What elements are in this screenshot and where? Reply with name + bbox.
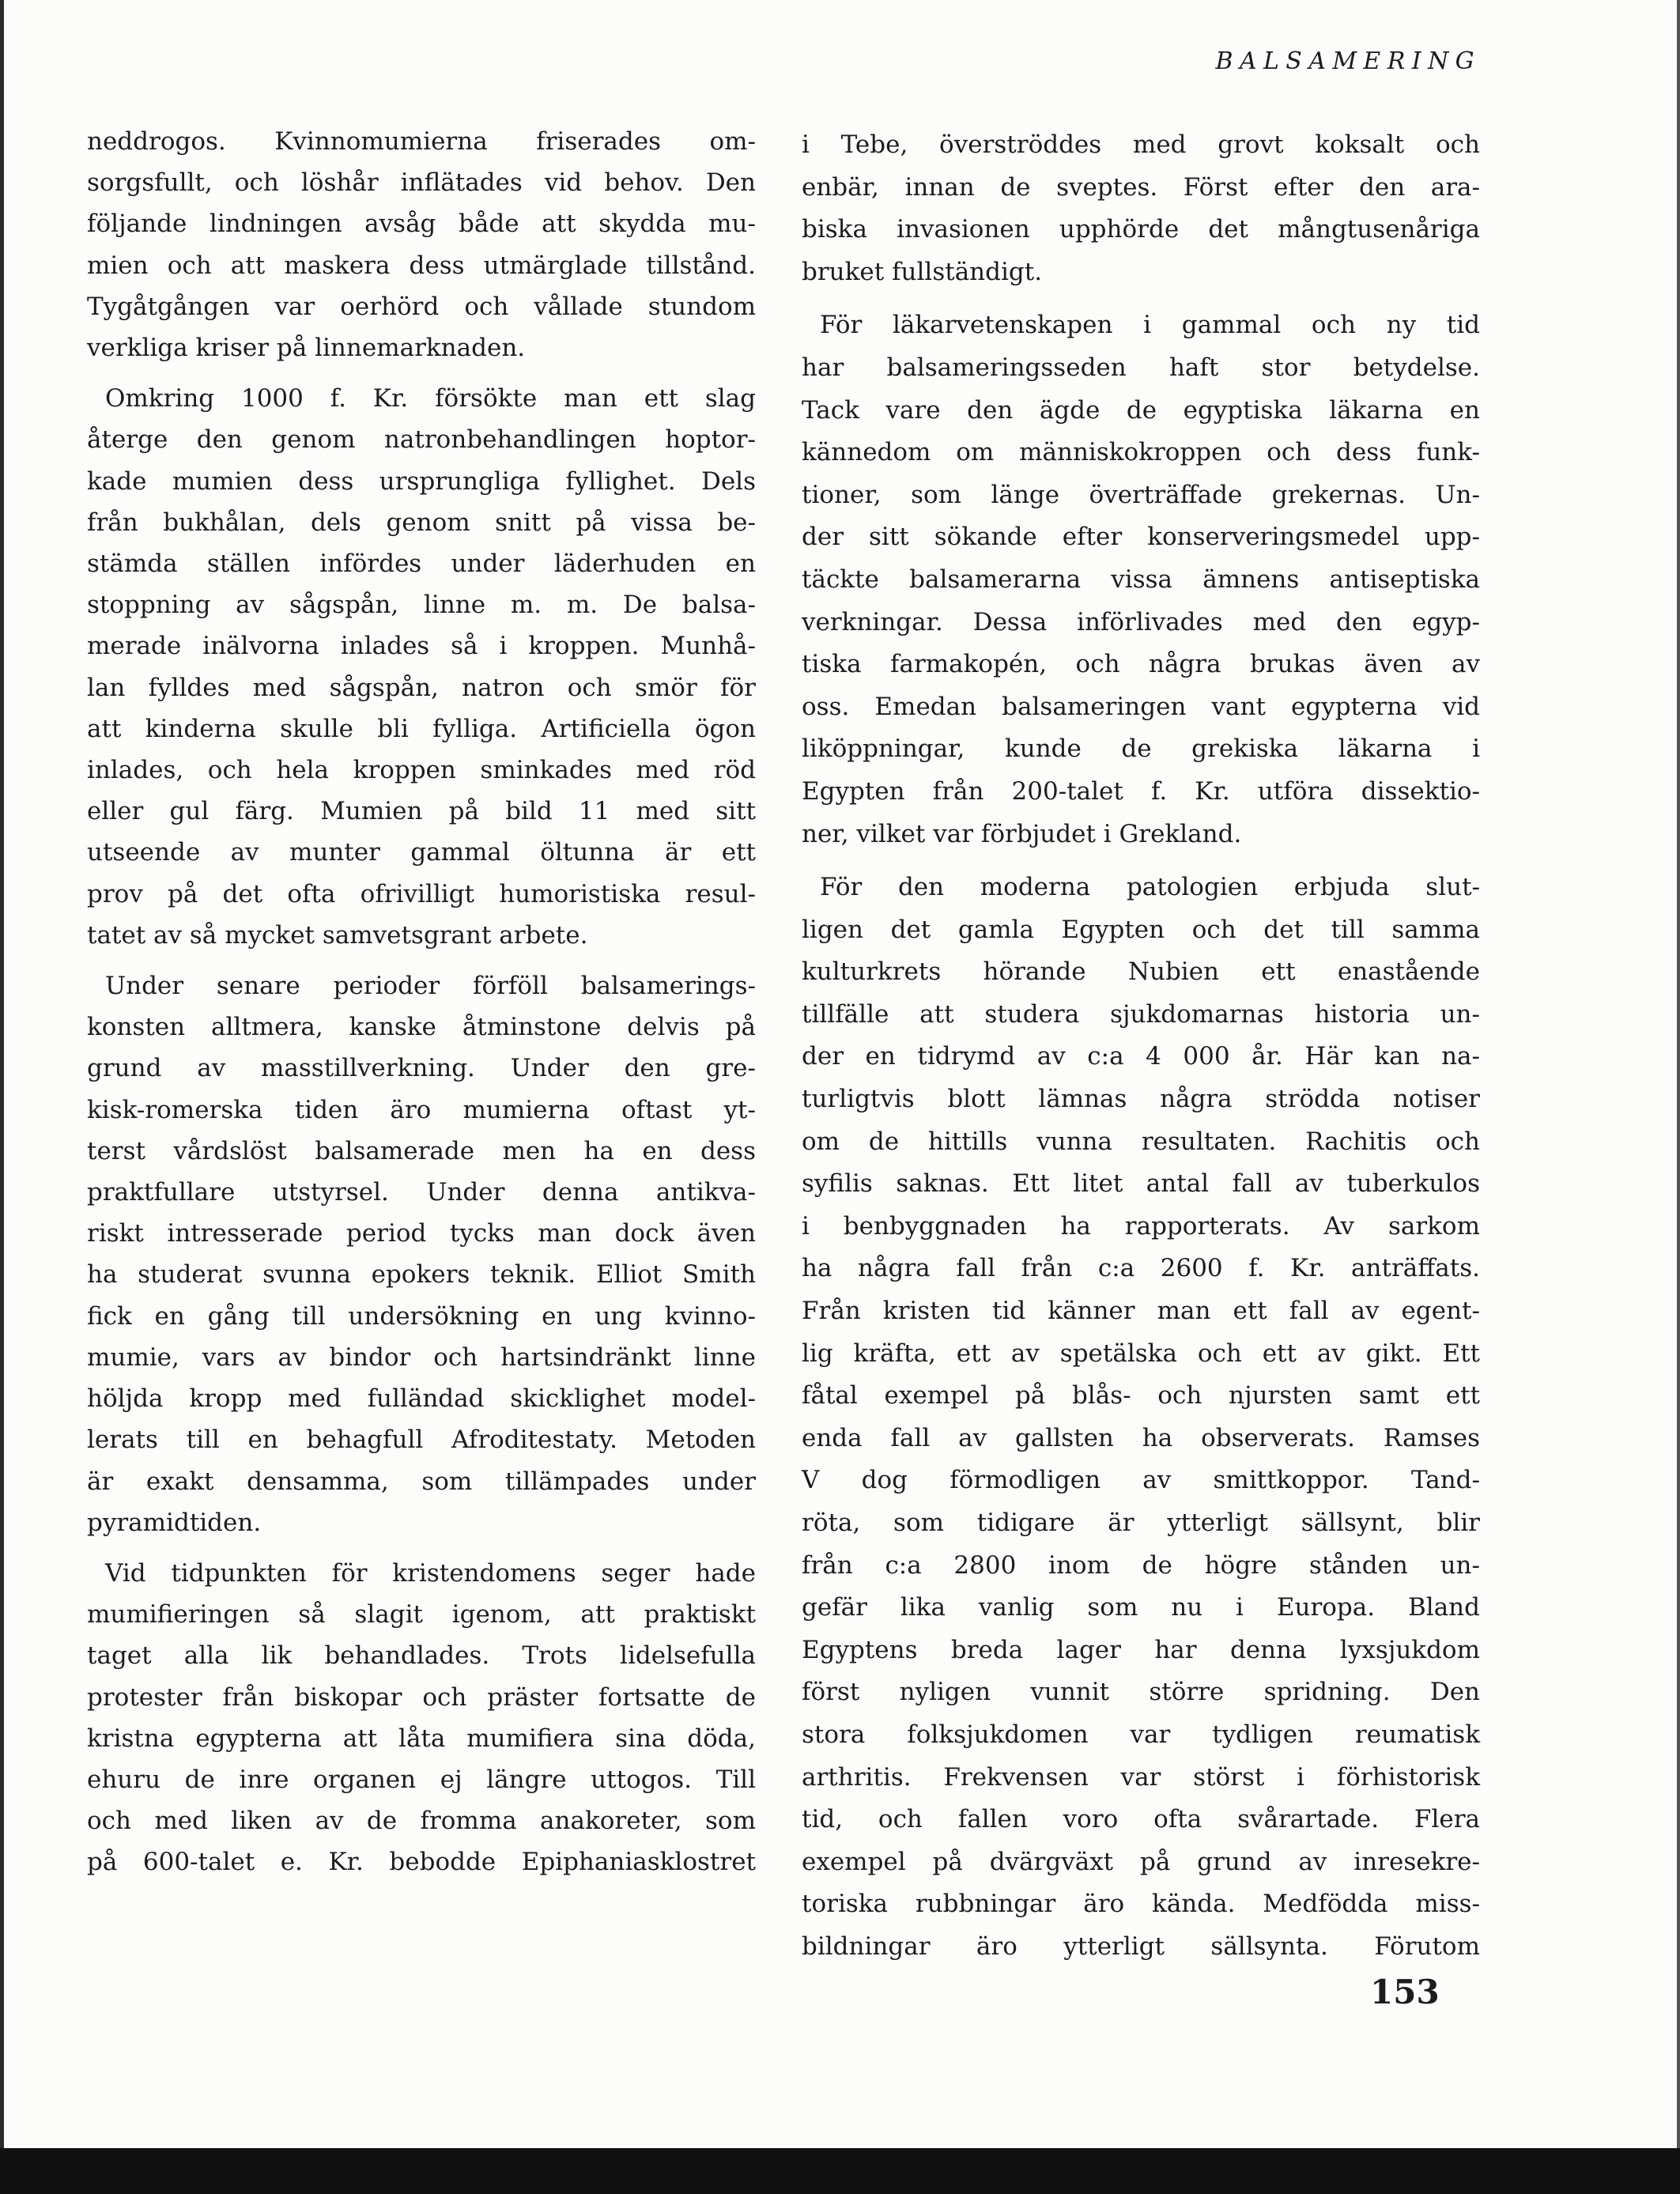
text-line: praktfullare utstyrsel. Under denna antikva-: [87, 1178, 756, 1207]
text-line: bruket fullständigt.: [802, 257, 1043, 286]
text-line: V dog förmodligen av smittkoppor. Tand-: [802, 1466, 1480, 1495]
text-line: utseende av munter gammal öltunna är ett: [87, 838, 756, 867]
paragraph: [87, 121, 756, 368]
text-line: tillfälle att studera sjukdomarnas historia un-: [802, 999, 1480, 1029]
text-line: taget alla lik behandlades. Trots lidelsefulla: [87, 1641, 756, 1671]
paragraph: [802, 124, 1480, 293]
text-line: eller gul färg. Mumien på bild 11 med sitt: [87, 797, 756, 826]
text-line: fick en gång till undersökning en ung kvinno-: [87, 1301, 756, 1331]
text-line: ha några fall från c:a 2600 f. Kr. anträffats.: [802, 1254, 1480, 1283]
text-line: mien och att maskera dess utmärglade tillstånd.: [87, 251, 756, 280]
text-line: från c:a 2800 inom de högre stånden un-: [802, 1550, 1480, 1580]
text-line: tioner, som länge överträffade grekernas. Un-: [802, 480, 1480, 509]
text-line: kulturkrets hörande Nubien ett enastående: [802, 957, 1480, 987]
text-line: kristna egypterna att låta mumifiera sina döda,: [87, 1724, 756, 1753]
text-line: lan fylldes med sågspån, natron och smör för: [87, 673, 756, 702]
text-line: Från kristen tid känner man ett fall av egent-: [802, 1297, 1480, 1326]
text-line: tiska farmakopén, och några brukas även av: [802, 650, 1480, 679]
text-line: fåtal exempel på blås- och njursten samt ett: [802, 1381, 1480, 1410]
text-line: Tygåtgången var oerhörd och vållade stundom: [87, 292, 756, 321]
text-line: verkliga kriser på linnemarknaden.: [87, 334, 526, 363]
text-line: der en tidrymd av c:a 4 000 år. Här kan na-: [802, 1042, 1480, 1071]
text-line: biska invasionen upphörde det mångtusenåriga: [802, 215, 1480, 244]
text-line: der sitt sökande efter konserveringsmedel upp-: [802, 523, 1480, 552]
text-line: har balsameringsseden haft stor betydelse.: [802, 353, 1480, 382]
text-line: ligen det gamla Egypten och det till samma: [802, 915, 1480, 944]
text-line: Tack vare den ägde de egyptiska läkarna en: [802, 395, 1480, 425]
paragraph: [87, 378, 756, 956]
text-line: röta, som tidigare är ytterligt sällsynt, blir: [802, 1509, 1480, 1537]
text-line: återge den genom natronbehandlingen hoptor-: [87, 425, 756, 455]
scan-edge-left: [0, 0, 4, 2151]
text-line: gefär lika vanlig som nu i Europa. Bland: [802, 1593, 1480, 1622]
text-line: Vid tidpunkten för kristendomens seger hade: [105, 1558, 756, 1588]
text-line: För läkarvetenskapen i gammal och ny tid: [820, 311, 1480, 340]
text-line: Under senare perioder förföll balsamerings-: [105, 972, 756, 1001]
text-line: lerats till en behagfull Afroditestaty. Metoden: [87, 1426, 756, 1455]
text-line: bildningar äro ytterligt sällsynta. Förutom: [802, 1932, 1480, 1961]
text-line: i Tebe, överströddes med grovt koksalt och: [802, 130, 1480, 159]
text-line: kännedom om människokroppen och dess funk-: [802, 438, 1480, 467]
text-line: följande lindningen avsåg både att skydda mu-: [87, 210, 756, 239]
text-line: oss. Emedan balsameringen vant egypterna vid: [802, 692, 1480, 721]
text-line: lig kräfta, ett av spetälska och ett av gikt. Ett: [802, 1339, 1480, 1368]
paragraph: [87, 965, 756, 1543]
text-line: Egypten från 200-talet f. Kr. utföra dissektio-: [802, 776, 1480, 806]
text-line: riskt intresserade period tycks man dock även: [87, 1219, 756, 1248]
text-line: om de hittills vunna resultaten. Rachitis och: [802, 1127, 1480, 1156]
text-line: enda fall av gallsten ha observerats. Ramses: [802, 1423, 1480, 1452]
text-line: att kinderna skulle bli fylliga. Artificiella ögon: [87, 714, 756, 743]
text-line: ha studerat svunna epokers teknik. Elliot Smith: [87, 1260, 756, 1290]
text-line: merade inälvorna inlades så i kroppen. Munhå-: [87, 632, 756, 661]
text-line: syfilis saknas. Ett litet antal fall av tuberkulos: [802, 1169, 1480, 1199]
text-line: ner, vilket var förbjudet i Grekland.: [802, 819, 1242, 848]
text-line: höljda kropp med fulländad skicklighet model-: [87, 1384, 756, 1414]
text-line: konsten alltmera, kanske åtminstone delvis på: [87, 1013, 756, 1042]
paragraph: [802, 304, 1480, 855]
text-line: från bukhålan, dels genom snitt på vissa be-: [87, 508, 756, 537]
text-line: grund av masstillverkning. Under den gre-: [87, 1054, 756, 1083]
text-line: först nyligen vunnit större spridning. Den: [802, 1678, 1480, 1707]
text-line: turligtvis blott lämnas några strödda notiser: [802, 1085, 1480, 1114]
text-line: verkningar. Dessa införlivades med den egyp-: [802, 607, 1480, 636]
text-line: prov på det ofta ofrivilligt humoristiska resul-: [87, 879, 756, 908]
text-line: terst vårdslöst balsamerade men ha en dess: [87, 1136, 756, 1165]
text-line: ehuru de inre organen ej längre uttogos. Till: [87, 1765, 756, 1794]
running-head: BALSAMERING: [1215, 47, 1481, 75]
text-line: exempel på dvärgväxt på grund av inresekre-: [802, 1847, 1480, 1876]
text-line: tatet av så mycket samvetsgrant arbete.: [87, 920, 588, 950]
text-line: Omkring 1000 f. Kr. försökte man ett slag: [105, 384, 756, 413]
text-line: enbär, innan de sveptes. Först efter den ara-: [802, 172, 1480, 202]
scan-edge-right: [1677, 0, 1680, 2151]
text-line: För den moderna patologien erbjuda slut-: [820, 873, 1480, 902]
text-line: på 600-talet e. Kr. bebodde Epiphaniasklostret: [87, 1848, 756, 1877]
page-number: 153: [1370, 1973, 1440, 2011]
text-line: neddrogos. Kvinnomumierna friserades om-: [87, 127, 756, 156]
paragraph: [802, 867, 1480, 1968]
text-line: liköppningar, kunde de grekiska läkarna i: [802, 734, 1480, 764]
text-line: arthritis. Frekvensen var störst i förhistorisk: [802, 1762, 1480, 1792]
text-line: stoppning av sågspån, linne m. m. De balsa-: [87, 591, 756, 620]
text-line: protester från biskopar och präster fortsatte de: [87, 1682, 756, 1712]
text-line: kisk-romerska tiden äro mumierna oftast yt-: [87, 1095, 756, 1124]
text-line: stora folksjukdomen var tydligen reumatisk: [802, 1720, 1480, 1749]
text-line: täckte balsamerarna vissa ämnens antiseptiska: [802, 565, 1480, 594]
text-line: i benbyggnaden ha rapporterats. Av sarkom: [802, 1211, 1480, 1240]
scan-bottom-band: [0, 2148, 1680, 2194]
text-line: mumie, vars av bindor och hartsindränkt linne: [87, 1342, 756, 1372]
text-line: kade mumien dess ursprungliga fyllighet. Dels: [87, 466, 756, 496]
text-line: sorgsfullt, och löshår inflätades vid behov. Den: [87, 168, 756, 198]
text-line: mumifieringen så slagit igenom, att praktiskt: [87, 1600, 756, 1629]
text-line: inlades, och hela kroppen sminkades med röd: [87, 756, 756, 785]
text-line: pyramidtiden.: [87, 1508, 262, 1537]
text-line: och med liken av de fromma anakoreter, som: [87, 1807, 756, 1836]
text-column-left: [87, 121, 756, 1883]
text-line: Egyptens breda lager har denna lyxsjukdom: [802, 1635, 1480, 1664]
text-column-right: [802, 124, 1480, 1969]
text-line: är exakt densamma, som tillämpades under: [87, 1467, 756, 1496]
text-line: tid, och fallen voro ofta svårartade. Flera: [802, 1805, 1480, 1834]
paragraph: [87, 1553, 756, 1883]
text-line: toriska rubbningar äro kända. Medfödda miss-: [802, 1890, 1480, 1919]
text-line: stämda ställen infördes under läderhuden en: [87, 549, 756, 579]
